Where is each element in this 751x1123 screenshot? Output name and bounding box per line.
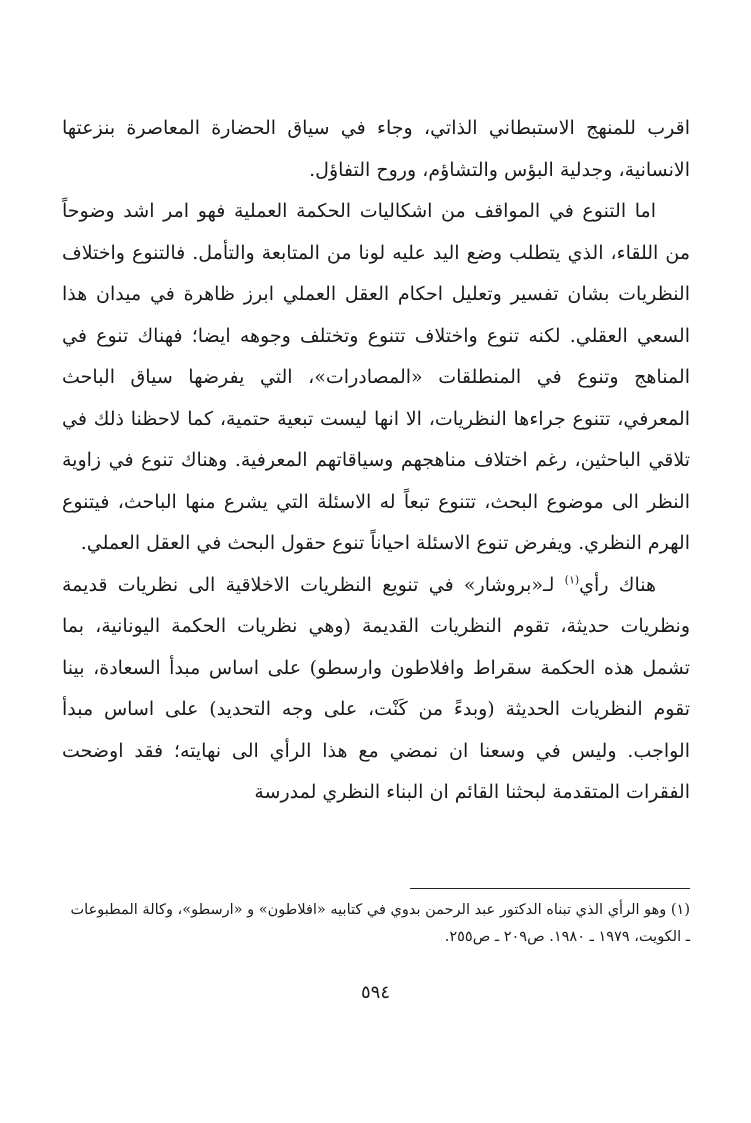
footnote-ref-1[interactable]: (١) <box>564 573 580 587</box>
paragraph-1: اقرب للمنهج الاستبطاني الذاتي، وجاء في سياق الحضارة المعاصرة بنزعتها الانسانية، وجدلية البؤس والتشاؤم، وروح التفاؤل. <box>62 117 690 181</box>
paragraph-3-rest: لـ«بروشار» في تنويع النظريات الاخلاقية الى نظريات قديمة ونظريات حديثة، تقوم النظريات القديمة (وهي نظريات الحكمة اليونانية، بما تشمل هذه الحكمة سقراط وافلاطون وارسطو) على اساس مبدأ السعادة، بينا تقوم النظريات الحديثة (وبدءً من كَنْت، على وجه التحديد) على اساس مبدأ الواجب. وليس في وسعنا ان نمضي مع هذا الرأي الى نهايته؛ فقد اوضحت الفقرات المتقدمة لبحثنا القائم ان البناء النظري لمدرسة <box>62 573 690 803</box>
footnote-1: (١) وهو الرأي الذي تبناه الدكتور عبد الرحمن بدوي في كتابيه «افلاطون» و «ارسطو»، وكالة المطبوعات ـ الكويت، ١٩٧٩ ـ ١٩٨٠. ص٢٠٩ ـ ص٢٥٥. <box>70 902 690 945</box>
main-text <box>62 108 690 814</box>
paragraph-2: اما التنوع في المواقف من اشكاليات الحكمة العملية فهو امر اشد وضوحاً من اللقاء، الذي يتطلب وضع اليد عليه لونا من المتابعة والتأمل. فالتنوع واختلاف النظريات بشان تفسير وتعليل احكام العقل العملي ابرز ظاهرة في ميدان هذا السعي العقلي. لكنه تنوع واختلاف تتنوع وتختلف وجوهه ايضا؛ فهناك تنوع في المناهج وتنوع في المنطلقات «المصادرات»، التي يفرضها سياق الباحث المعرفي، تتنوع جراءها النظريات، الا انها ليست تبعية حتمية، كما لاحظنا ذلك في تلاقي الباحثين، رغم اختلاف مناهجهم وسياقاتهم المعرفية. وهناك تنوع في زاوية النظر الى موضوع البحث، تتنوع تبعاً له الاسئلة التي يشرع منها الباحث، فيتنوع الهرم النظري. ويفرض تنوع الاسئلة احياناً تنوع حقول البحث في العقل العملي. <box>62 200 690 554</box>
footnote-divider <box>410 888 690 889</box>
footnotes <box>62 897 690 951</box>
paragraph-3-start: هناك رأي <box>579 573 656 596</box>
page-number: ٥٩٤ <box>360 982 390 1003</box>
paragraph-3 <box>62 565 690 814</box>
